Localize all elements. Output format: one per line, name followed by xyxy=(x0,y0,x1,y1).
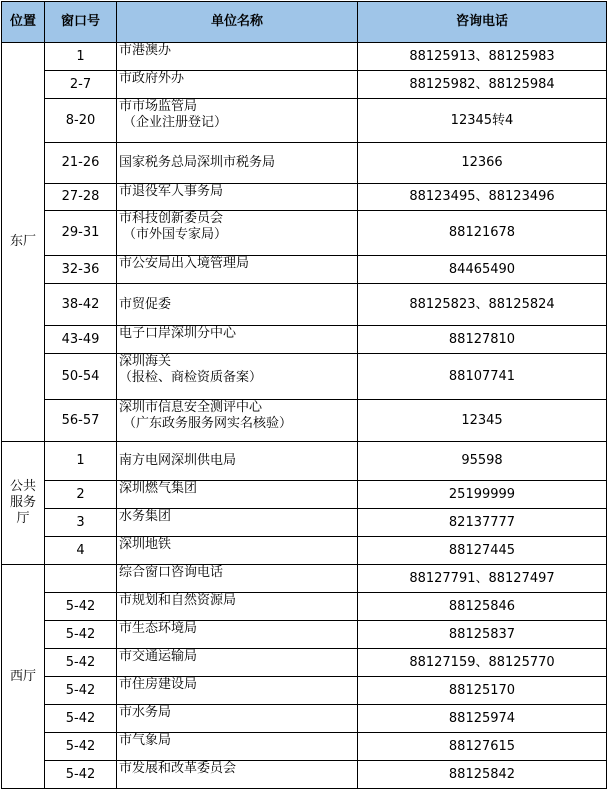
table-row xyxy=(2,509,607,537)
unit-cell xyxy=(117,184,358,211)
window-cell: 2-7 xyxy=(45,71,117,99)
header-unit: 单位名称 xyxy=(117,2,358,43)
table-row xyxy=(2,326,607,354)
unit-note: （广东政务服务网实名核验） xyxy=(123,416,293,431)
window-cell xyxy=(45,565,117,593)
unit-cell xyxy=(117,99,358,143)
unit-cell xyxy=(117,565,358,593)
phone-cell: 12345转4 xyxy=(358,99,607,143)
window-cell: 21-26 xyxy=(45,143,117,184)
window-cell: 29-31 xyxy=(45,211,117,256)
window-cell: 5-42 xyxy=(45,761,117,789)
unit-name: 市生态环境局 xyxy=(119,621,198,636)
unit-name: 综合窗口咨询电话 xyxy=(119,565,224,580)
unit-name: 深圳市信息安全测评中心 xyxy=(119,400,263,415)
group-public-line: 厅 xyxy=(16,511,30,526)
phone-cell: 88121678 xyxy=(358,211,607,256)
phone-cell: 88125974 xyxy=(358,705,607,733)
unit-cell xyxy=(117,400,358,442)
table-row xyxy=(2,71,607,99)
window-cell: 4 xyxy=(45,537,117,565)
phone-cell: 12366 xyxy=(358,143,607,184)
phone-cell: 12345 xyxy=(358,400,607,442)
unit-name: 市水务局 xyxy=(119,705,172,720)
table-row xyxy=(2,354,607,400)
phone-cell: 82137777 xyxy=(358,509,607,537)
group-east-label: 东厂 xyxy=(2,43,45,442)
window-cell: 5-42 xyxy=(45,677,117,705)
unit-name: 市发展和改革委员会 xyxy=(119,761,237,776)
unit-note: （企业注册登记） xyxy=(123,115,228,130)
unit-name: 市公安局出入境管理局 xyxy=(119,256,250,271)
unit-cell xyxy=(117,677,358,705)
phone-cell: 88127810 xyxy=(358,326,607,354)
phone-cell: 88125842 xyxy=(358,761,607,789)
window-cell: 5-42 xyxy=(45,733,117,761)
window-cell: 1 xyxy=(45,43,117,71)
service-window-table xyxy=(1,1,607,789)
table-row xyxy=(2,211,607,256)
unit-cell xyxy=(117,71,358,99)
phone-cell: 88127791、88127497 xyxy=(358,565,607,593)
unit-cell xyxy=(117,705,358,733)
unit-cell xyxy=(117,211,358,256)
window-cell: 5-42 xyxy=(45,621,117,649)
unit-name: 深圳海关 xyxy=(119,354,172,369)
unit-name: 市交通运输局 xyxy=(119,649,198,664)
table-row xyxy=(2,649,607,677)
unit-cell xyxy=(117,43,358,71)
phone-cell: 88123495、88123496 xyxy=(358,184,607,211)
table-row xyxy=(2,284,607,326)
unit-cell xyxy=(117,621,358,649)
table-row xyxy=(2,705,607,733)
phone-cell: 88125982、88125984 xyxy=(358,71,607,99)
phone-cell: 88127445 xyxy=(358,537,607,565)
unit-cell xyxy=(117,284,358,326)
header-row xyxy=(2,2,607,43)
table-row xyxy=(2,400,607,442)
table-row xyxy=(2,442,607,481)
window-cell: 50-54 xyxy=(45,354,117,400)
unit-cell xyxy=(117,649,358,677)
unit-cell xyxy=(117,326,358,354)
window-cell: 5-42 xyxy=(45,593,117,621)
table-row xyxy=(2,761,607,789)
window-cell: 2 xyxy=(45,481,117,509)
unit-cell xyxy=(117,143,358,184)
unit-name: 市港澳办 xyxy=(119,43,172,58)
table-row xyxy=(2,481,607,509)
header-phone: 咨询电话 xyxy=(358,2,607,43)
unit-cell xyxy=(117,481,358,509)
unit-name: 市住房建设局 xyxy=(119,677,198,692)
table-row xyxy=(2,733,607,761)
window-cell: 5-42 xyxy=(45,649,117,677)
group-west-label: 西厅 xyxy=(2,565,45,789)
table-row xyxy=(2,184,607,211)
table-row xyxy=(2,99,607,143)
unit-name: 市退役军人事务局 xyxy=(119,184,224,199)
phone-cell: 88125846 xyxy=(358,593,607,621)
table-row xyxy=(2,677,607,705)
unit-cell xyxy=(117,509,358,537)
phone-cell: 88127615 xyxy=(358,733,607,761)
phone-cell: 88127159、88125770 xyxy=(358,649,607,677)
table-row xyxy=(2,43,607,71)
unit-name: 市规划和自然资源局 xyxy=(119,593,237,608)
table-row xyxy=(2,593,607,621)
unit-name: 国家税务总局深圳市税务局 xyxy=(119,155,276,170)
window-cell: 56-57 xyxy=(45,400,117,442)
phone-cell: 88125837 xyxy=(358,621,607,649)
group-public-line: 服务 xyxy=(9,495,36,510)
phone-cell: 84465490 xyxy=(358,256,607,284)
unit-cell xyxy=(117,354,358,400)
unit-name: 深圳燃气集团 xyxy=(119,481,198,496)
window-cell: 38-42 xyxy=(45,284,117,326)
group-public-line: 公共 xyxy=(9,479,36,494)
phone-cell: 88125823、88125824 xyxy=(358,284,607,326)
window-cell: 27-28 xyxy=(45,184,117,211)
phone-cell: 88125170 xyxy=(358,677,607,705)
unit-cell xyxy=(117,593,358,621)
window-cell: 5-42 xyxy=(45,705,117,733)
table-row xyxy=(2,256,607,284)
table-row xyxy=(2,143,607,184)
unit-name: 水务集团 xyxy=(119,509,172,524)
phone-cell: 88125913、88125983 xyxy=(358,43,607,71)
unit-name: 深圳地铁 xyxy=(119,537,172,552)
unit-note: （报检、商检资质备案） xyxy=(119,370,263,385)
header-position: 位置 xyxy=(2,2,45,43)
table-row xyxy=(2,565,607,593)
unit-name: 市政府外办 xyxy=(119,71,185,86)
unit-cell xyxy=(117,537,358,565)
window-cell: 8-20 xyxy=(45,99,117,143)
header-window: 窗口号 xyxy=(45,2,117,43)
unit-name: 市科技创新委员会 xyxy=(119,211,224,226)
window-cell: 1 xyxy=(45,442,117,481)
unit-name: 市气象局 xyxy=(119,733,172,748)
unit-cell xyxy=(117,733,358,761)
group-public-label xyxy=(2,442,45,565)
unit-cell xyxy=(117,256,358,284)
unit-name: 市贸促委 xyxy=(119,296,172,312)
phone-cell: 95598 xyxy=(358,442,607,481)
table-row xyxy=(2,537,607,565)
phone-cell: 25199999 xyxy=(358,481,607,509)
unit-name: 市市场监管局 xyxy=(119,99,198,114)
unit-cell xyxy=(117,761,358,789)
window-cell: 3 xyxy=(45,509,117,537)
unit-name: 电子口岸深圳分中心 xyxy=(119,326,237,341)
unit-note: （市外国专家局） xyxy=(123,227,228,242)
window-cell: 43-49 xyxy=(45,326,117,354)
phone-cell: 88107741 xyxy=(358,354,607,400)
unit-name: 南方电网深圳供电局 xyxy=(119,453,237,468)
table-row xyxy=(2,621,607,649)
window-cell: 32-36 xyxy=(45,256,117,284)
unit-cell xyxy=(117,442,358,481)
